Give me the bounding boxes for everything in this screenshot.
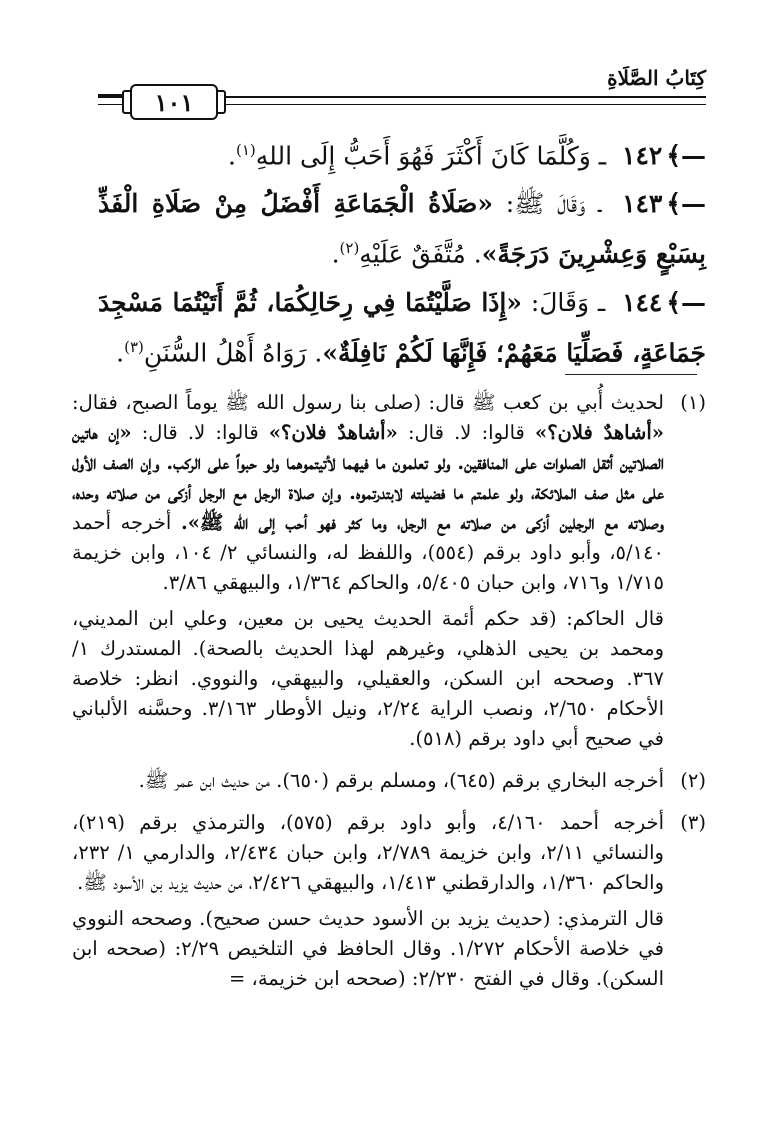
ornament-icon: —﴾ <box>666 287 707 317</box>
hadith-quote: «صَلَاةُ الْجَمَاعَةِ أَفْضَلُ مِنْ صَلَاةِ الْفَذِّ بِسَبْعٍ وَعِشْرِينَ دَرَجَةً» <box>98 189 706 269</box>
footnote-number: (٢) <box>680 769 706 792</box>
page-header <box>98 62 706 122</box>
footnote <box>72 388 706 760</box>
footnote-body <box>72 766 664 802</box>
hadith-text: وَقَالَ ﷺ: <box>493 189 586 219</box>
footnote-ref: (٢) <box>339 239 360 258</box>
footnotes <box>72 388 706 1006</box>
footnote <box>72 808 706 1000</box>
hadith-attribution: . رَوَاهُ أَهْلُ السُّنَنِ <box>143 337 323 367</box>
footnote-ref: (١) <box>236 141 256 159</box>
footnote-ref: (٣) <box>124 337 144 356</box>
hadith-number-badge: —﴾١٤٢ <box>622 141 706 171</box>
footnote-paragraph: قال الحاكم: (قد حكم أئمة الحديث يحيى بن معين، وعلي ابن المديني، ومحمد بن يحيى الذهلي، وغيرهم لهذا الحديث بالصحة). المستدرك ١/ ٣٦٧. وصححه ابن السكن، والعقيلي، والبيهقي، والنووي. انظر: خلاصة الأحكام ٢/٦٥٠، ونصب الراية ٢/٢٤، ونيل الأوطار ٣/١٦٣. وحسَّنه الألباني في صحيح أبي داود برقم (٥١٨). <box>72 607 664 750</box>
hadith-quote: «إِذَا صَلَّيْتُمَا فِي رِحَالِكُمَا، ثُمَّ أَتَيْتُمَا مَسْجِدَ جَمَاعَةٍ، فَصَلِّيَا مَعَهُمْ؛ فَإِنَّهَا لَكُمْ نَافِلَةٌ» <box>98 287 706 367</box>
page-number: ١٠١ <box>154 87 194 117</box>
footnote-paragraph: أخرجه البخاري برقم (٦٤٥)، ومسلم برقم (٦٥٠). من حديث ابن عمر ﷺ. <box>138 769 664 792</box>
footnote-separator <box>565 374 697 375</box>
hadith-text: وَقَالَ: <box>521 287 590 317</box>
footnote-paragraph: قال الترمذي: (حديث يزيد بن الأسود حديث حسن صحيح). وصححه النووي في خلاصة الأحكام ١/٢٧٢. وقال الحافظ في التلخيص ٢/٢٩: (صححه ابن السكن). وقال في الفتح ٢/٢٣٠: (صححه ابن خزيمة، = <box>72 907 664 990</box>
book-title: كِتَابُ الصَّلَاةِ <box>607 66 706 90</box>
footnote-body <box>72 808 664 1000</box>
hadith-number-badge: —﴾١٤٤ <box>622 287 707 317</box>
footnote-paragraph: لحديث أُبي بن كعب ﷺ قال: (صلى بنا رسول الله ﷺ يوماً الصبح، فقال: «أشاهدٌ فلان؟» قالوا: لا. قال: «أشاهدٌ فلان؟» قالوا: لا. قال: «إن هاتين الصلاتين أثقل الصلوات على المنافقين. ولو تعلمون ما فيهما لأتيتموهما ولو حبواً على الركب. وإن الصف الأول على مثل صف الملائكة، ولو علمتم ما فضيلته لابتدرتموه. وإن صلاة الرجل مع الرجل أزكى من صلاته وحده، وصلاته مع الرجلين أزكى من صلاته مع الرجل، وما كثر فهو أحب إلى الله ﷺ». أخرجه أحمد ٥/١٤٠، وأبو داود برقم (٥٥٤)، واللفظ له، والنسائي ٢/ ١٠٤، وابن خزيمة ١/٧١٥ و٧١٦، وابن حبان ٥/٤٠٥، والحاكم ١/٣٦٤، والبيهقي ٣/٨٦. <box>72 391 664 594</box>
footnote-paragraph: أخرجه أحمد ٤/١٦٠، وأبو داود برقم (٥٧٥)، والترمذي برقم (٢١٩)، والنسائي ٢/١١، وابن خزيمة ٢/٧٨٩، وابن حبان ٢/٤٣٤، والدارمي ١/ ٢٣٢، والحاكم ١/٣٦٠، والدارقطني ١/٤١٣، والبيهقي ٢/٤٢٦، من حديث يزيد بن الأسود ﷺ. <box>72 811 664 894</box>
page-number-frame <box>130 84 218 120</box>
hadith-entry: —﴾١٤٣ ـ وَقَالَ ﷺ: «صَلَاةُ الْجَمَاعَةِ أَفْضَلُ مِنْ صَلَاةِ الْفَذِّ بِسَبْعٍ وَعِشْرِينَ دَرَجَةً». مُتَّفَقٌ عَلَيْهِ$^{(٢)}$. <box>98 182 706 276</box>
footnote-number: (٣) <box>680 811 706 834</box>
footnote <box>72 766 706 802</box>
ornament-icon: —﴾ <box>666 189 707 219</box>
hadith-entry: —﴾١٤٤ ـ وَقَالَ: «إِذَا صَلَّيْتُمَا فِي رِحَالِكُمَا، ثُمَّ أَتَيْتُمَا مَسْجِدَ جَمَاعَةٍ، فَصَلِّيَا مَعَهُمْ؛ فَإِنَّهَا لَكُمْ نَافِلَةٌ». رَوَاهُ أَهْلُ السُّنَنِ$^{(٣)}$. <box>98 281 706 375</box>
hadith-number-badge: —﴾١٤٣ <box>622 189 707 219</box>
footnote-number: (١) <box>680 391 706 414</box>
footnote-body <box>72 388 664 760</box>
hadith-text: وَكُلَّمَا كَانَ أَكْثَرَ فَهُوَ أَحَبُّ إِلَى اللهِ <box>255 141 591 171</box>
hadith-attribution: . مُتَّفَقٌ عَلَيْهِ <box>359 239 482 269</box>
ornament-icon: —﴾ <box>666 141 706 171</box>
hadith-entry: —﴾١٤٢ ـ وَكُلَّمَا كَانَ أَكْثَرَ فَهُوَ أَحَبُّ إِلَى اللهِ$^{(١)}$. <box>98 128 706 178</box>
hadith-list <box>98 128 706 379</box>
